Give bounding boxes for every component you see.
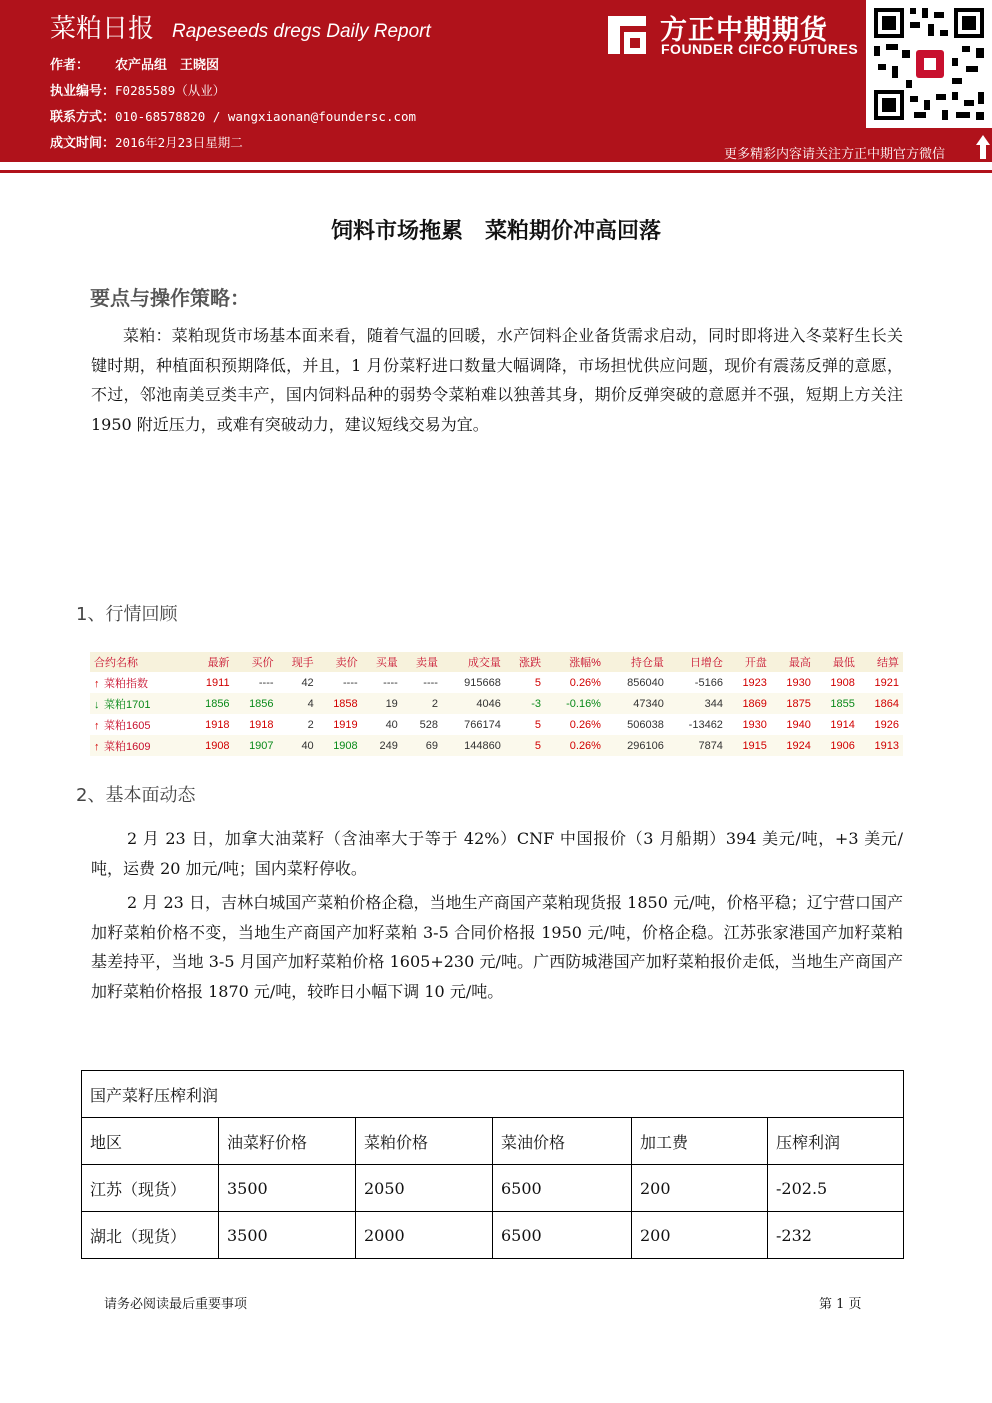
col-header: 持仓量: [605, 652, 668, 672]
quote-cell: 1923: [742, 676, 767, 689]
quote-cell: 344: [668, 693, 727, 714]
down-arrow-icon: ↓: [94, 698, 100, 711]
quote-cell: 144860: [442, 735, 505, 756]
quote-cell: 5: [534, 676, 541, 689]
contract-cell: [90, 672, 190, 693]
quote-cell: -5166: [694, 676, 723, 689]
quote-cell: 69: [402, 735, 442, 756]
quote-row[interactable]: [90, 693, 903, 714]
profit-cell: 200: [632, 1212, 768, 1259]
license-label: 执业编号：: [50, 84, 116, 99]
contract-name: 菜粕1605: [104, 719, 151, 732]
quote-cell: 1906: [815, 735, 859, 756]
profit-cell: 3500: [219, 1165, 356, 1212]
col-header: 涨跌: [505, 652, 545, 672]
quote-row[interactable]: [90, 735, 903, 756]
profit-cell: 3500: [219, 1212, 356, 1259]
quote-cell: 1869: [727, 693, 771, 714]
license-value: F0285589（从业）: [115, 83, 226, 98]
profit-col-header: 压榨利润: [768, 1118, 904, 1165]
report-title-en: Rapeseeds dregs Daily Report: [172, 21, 431, 42]
profit-row: [82, 1212, 904, 1259]
col-header: 买价: [234, 652, 278, 672]
contract-cell: [90, 735, 190, 756]
profit-cell: 200: [632, 1165, 768, 1212]
quote-cell: 249: [362, 735, 402, 756]
profit-cell: 2050: [356, 1165, 493, 1212]
quote-cell: 1914: [830, 718, 855, 731]
report-title: [50, 8, 431, 45]
key-points-heading: 要点与操作策略：: [90, 286, 250, 310]
quote-cell: 0.26%: [569, 718, 601, 731]
quote-cell: 1908: [318, 735, 362, 756]
license-line: [50, 80, 225, 99]
profit-col-header: 地区: [82, 1118, 219, 1165]
contract-name: 菜粕1609: [104, 740, 151, 753]
contract-name: 菜粕指数: [104, 677, 148, 690]
document-title: 饲料市场拖累 菜粕期价冲高回落: [330, 219, 661, 244]
quote-cell: 1918: [249, 718, 274, 731]
quote-cell: 1856: [190, 693, 234, 714]
col-header: 买量: [362, 652, 402, 672]
profit-cell: -232: [768, 1212, 904, 1259]
up-arrow-icon: ↑: [94, 719, 100, 732]
logo-cn: 方正中期期货: [660, 15, 828, 46]
contract-cell: [90, 714, 190, 735]
quote-cell: 1855: [815, 693, 859, 714]
quote-cell: 1913: [859, 735, 903, 756]
profit-cell: 湖北（现货）: [82, 1212, 219, 1259]
fundamentals-heading: 2、基本面动态: [76, 785, 196, 806]
quote-row[interactable]: [90, 672, 903, 693]
col-header: 开盘: [727, 652, 771, 672]
fundamentals-para-1: 2 月 23 日，加拿大油菜籽（含油率大于等于 42%）CNF 中国报价（3 月船期）394 美元/吨，+3 美元/吨，运费 20 加元/吨；国内菜籽停收。: [91, 829, 903, 878]
col-header: 成交量: [442, 652, 505, 672]
quote-cell: 1858: [318, 693, 362, 714]
key-points-text: 菜粕：菜粕现货市场基本面来看，随着气温的回暖，水产饲料企业备货需求启动，同时即将进入冬菜籽生长关键时期，种植面积预期降低，并且，1 月份菜籽进口数量大幅调降，市场担忧供应问题，现价有震荡反弹的意愿，不过，邻池南美豆类丰产，国内饲料品种的弱势令菜粕难以独善其身，期价反弹突破的意愿并不强，短期上方关注 1950 附近压力，或难有突破动力，建议短线交易为宜。: [91, 326, 903, 434]
market-review-heading: 1、行情回顾: [76, 604, 178, 625]
quote-cell: 1908: [830, 676, 855, 689]
quote-cell: 1918: [205, 718, 230, 731]
header-divider: [0, 170, 992, 173]
quote-header-row: [90, 652, 903, 672]
quote-cell: 1921: [874, 676, 899, 689]
qr-code-icon[interactable]: [866, 0, 992, 128]
quote-cell: 19: [362, 693, 402, 714]
contract-name: 菜粕1701: [104, 698, 151, 711]
report-title-cn: 菜粕日报: [50, 14, 155, 44]
col-header: 涨幅%: [545, 652, 605, 672]
quote-cell: 1907: [234, 735, 278, 756]
quote-cell: 2: [307, 718, 314, 731]
follow-wechat-text: 更多精彩内容请关注方正中期官方微信: [724, 147, 946, 162]
quote-cell: 1875: [771, 693, 815, 714]
col-header: 最新: [190, 652, 234, 672]
up-arrow-icon: [975, 134, 991, 160]
quote-cell: 4: [278, 693, 318, 714]
crush-profit-table: [81, 1070, 904, 1259]
contract-cell: [90, 693, 190, 714]
quote-cell: 1926: [874, 718, 899, 731]
quote-table: [90, 652, 903, 756]
col-header: 最高: [771, 652, 815, 672]
quote-cell: 506038: [627, 718, 664, 731]
profit-col-header: 油菜籽价格: [219, 1118, 356, 1165]
col-header: 现手: [278, 652, 318, 672]
quote-cell: 1930: [786, 676, 811, 689]
contact-line: [50, 106, 416, 125]
footer-notice: 请务必阅读最后重要事项: [104, 1297, 248, 1312]
page-number: 第 1 页: [819, 1297, 862, 1312]
date-label: 成文时间：: [50, 136, 116, 151]
report-header: [0, 0, 992, 162]
quote-cell: 1930: [742, 718, 767, 731]
quote-cell: 5: [505, 735, 545, 756]
col-header: 结算: [859, 652, 903, 672]
profit-col-header: 加工费: [632, 1118, 768, 1165]
quote-row[interactable]: [90, 714, 903, 735]
quote-cell: 1864: [859, 693, 903, 714]
profit-row: [82, 1165, 904, 1212]
quote-cell: 915668: [464, 676, 501, 689]
profit-cell: 6500: [493, 1165, 632, 1212]
up-arrow-icon: ↑: [94, 740, 100, 753]
quote-cell: 1908: [190, 735, 234, 756]
profit-header-row: [82, 1118, 904, 1165]
contact-value: 010-68578820 / wangxiaonan@foundersc.com: [115, 109, 417, 124]
profit-cell: -202.5: [768, 1165, 904, 1212]
quote-cell: 1911: [205, 676, 230, 689]
quote-cell: 0.26%: [569, 676, 601, 689]
up-arrow-icon: ↑: [94, 677, 100, 690]
profit-cell: 江苏（现货）: [82, 1165, 219, 1212]
profit-col-header: 菜粕价格: [356, 1118, 493, 1165]
quote-cell: 766174: [464, 718, 501, 731]
quote-cell: ----: [343, 676, 358, 689]
author-line: [50, 54, 219, 73]
date-value: 2016年2月23日星期二: [115, 135, 243, 150]
quote-cell: 1919: [333, 718, 358, 731]
col-header: 日增仓: [668, 652, 727, 672]
col-header: 合约名称: [90, 652, 190, 672]
col-header: 最低: [815, 652, 859, 672]
profit-col-header: 菜油价格: [493, 1118, 632, 1165]
quote-cell: 528: [419, 718, 438, 731]
quote-cell: 2: [402, 693, 442, 714]
logo-mark-icon: [604, 12, 650, 58]
quote-cell: 7874: [668, 735, 727, 756]
fundamentals-para-2: 2 月 23 日，吉林白城国产菜粕价格企稳，当地生产商国产菜粕现货报 1850 元/吨，价格平稳；辽宁营口国产加籽菜粕价格不变，当地生产商国产加籽菜粕 3-5 合同价格报 1950 元/吨，价格企稳。江苏张家港国产加籽菜粕基差持平，当地 3-5 月国产加籽菜粕价格 1605+230 元/吨。广西防城港国产加籽菜粕报价走低，当地生产商国产加籽菜粕价格报 1870 元/吨，较昨日小幅下调 10 元/吨。: [91, 893, 903, 1001]
quote-cell: 42: [301, 676, 314, 689]
quote-cell: 47340: [605, 693, 668, 714]
col-header: 卖价: [318, 652, 362, 672]
quote-cell: 296106: [605, 735, 668, 756]
quote-cell: 1924: [771, 735, 815, 756]
quote-cell: -0.16%: [545, 693, 605, 714]
quote-cell: 4046: [442, 693, 505, 714]
quote-cell: -13462: [688, 718, 723, 731]
author-value: 农产品组 王晓囡: [115, 58, 220, 73]
quote-cell: 40: [278, 735, 318, 756]
quote-cell: 1915: [727, 735, 771, 756]
quote-cell: ----: [383, 676, 398, 689]
profit-table-caption: 国产菜籽压榨利润: [82, 1071, 904, 1118]
quote-cell: -3: [505, 693, 545, 714]
quote-cell: ----: [423, 676, 438, 689]
quote-cell: 40: [385, 718, 398, 731]
date-line: [50, 132, 243, 151]
author-label: 作者：: [50, 58, 90, 73]
col-header: 卖量: [402, 652, 442, 672]
quote-cell: 0.26%: [545, 735, 605, 756]
quote-cell: 1940: [786, 718, 811, 731]
profit-cell: 2000: [356, 1212, 493, 1259]
contact-label: 联系方式：: [50, 110, 116, 125]
quote-cell: 5: [534, 718, 541, 731]
profit-cell: 6500: [493, 1212, 632, 1259]
logo-en: FOUNDER CIFCO FUTURES: [661, 41, 859, 57]
quote-cell: 856040: [627, 676, 664, 689]
quote-cell: ----: [258, 676, 274, 689]
quote-cell: 1856: [234, 693, 278, 714]
profit-caption-row: [82, 1071, 904, 1118]
